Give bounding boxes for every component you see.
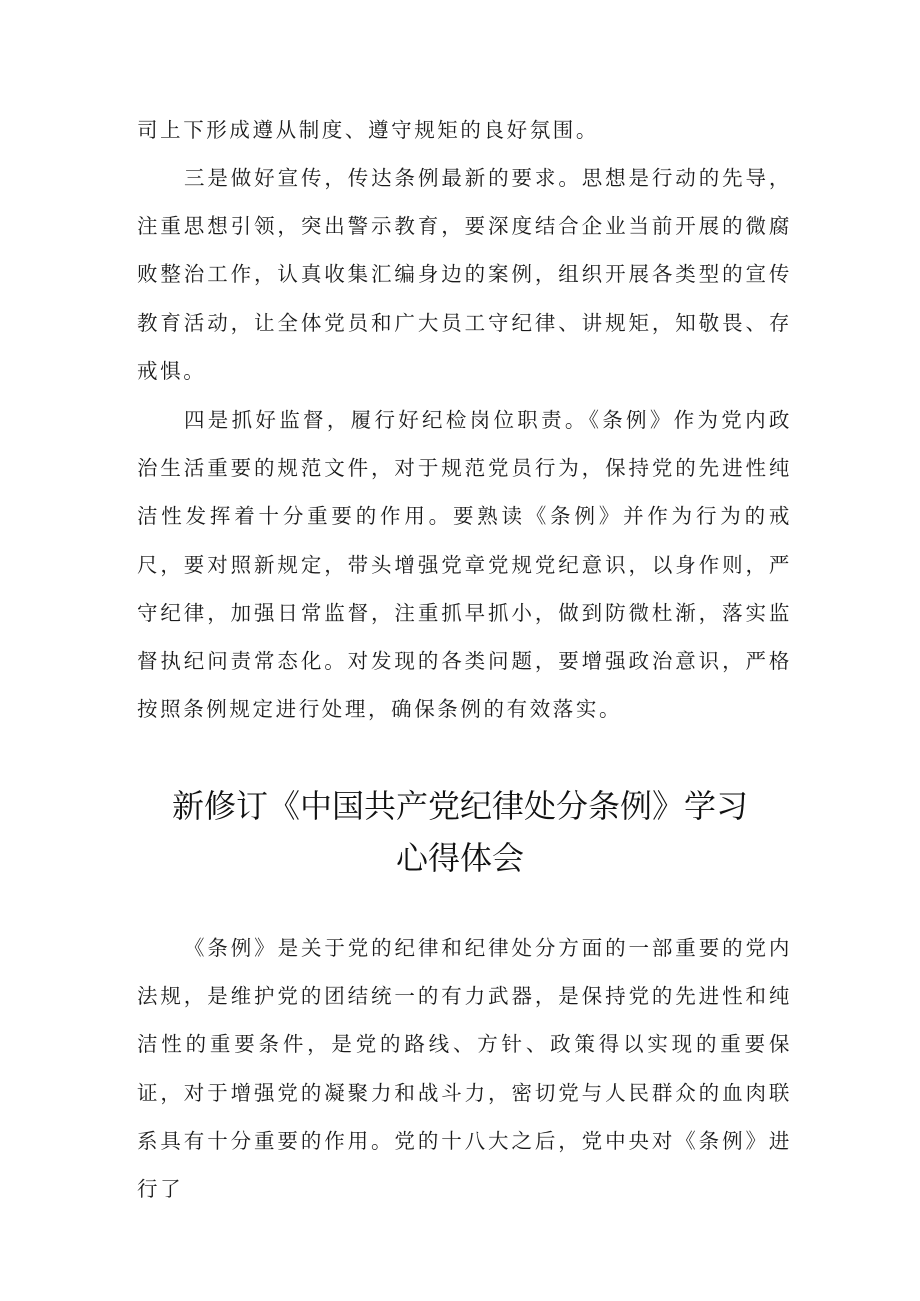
title-line-2: 心得体会 [395,839,524,877]
paragraph-continuation: 司上下形成遵从制度、遵守规矩的良好氛围。 [137,118,599,142]
paragraph-publicity: 三是做好宣传，传达条例最新的要求。思想是行动的先导，注重思想引领，突出警示教育，要深度结合企业当前开展的微腐败整治工作，认真收集汇编身边的案例，组织开展各类型的宣传教育活动，让全体党员和广大员工守纪律、讲规矩，知敬畏、存戒惧。 [137,166,792,383]
paragraph-supervision: 四是抓好监督，履行好纪检岗位职责。《条例》作为党内政治生活重要的规范文件，对于规范党员行为，保持党的先进性纯洁性发挥着十分重要的作用。要熟读《条例》并作为行为的戒尺，要对照新规定，带头增强党章党规党纪意识，以身作则，严守纪律，加强日常监督，注重抓早抓小，做到防微杜渐，落实监督执纪问责常态化。对发现的各类问题，要增强政治意识，严格按照条例规定进行处理，确保条例的有效落实。 [137,408,792,722]
article-title [100,780,820,884]
title-line-1: 新修订《中国共产党纪律处分条例》学习 [171,787,748,825]
paragraph-body-intro: 《条例》是关于党的纪律和纪律处分方面的一部重要的党内法规，是维护党的团结统一的有力武器，是保持党的先进性和纯洁性的重要条件，是党的路线、方针、政策得以实现的重要保证，对于增强党的凝聚力和战斗力，密切党与人民群众的血肉联系具有十分重要的作用。党的十八大之后，党中央对《条例》进行了 [137,936,792,1202]
